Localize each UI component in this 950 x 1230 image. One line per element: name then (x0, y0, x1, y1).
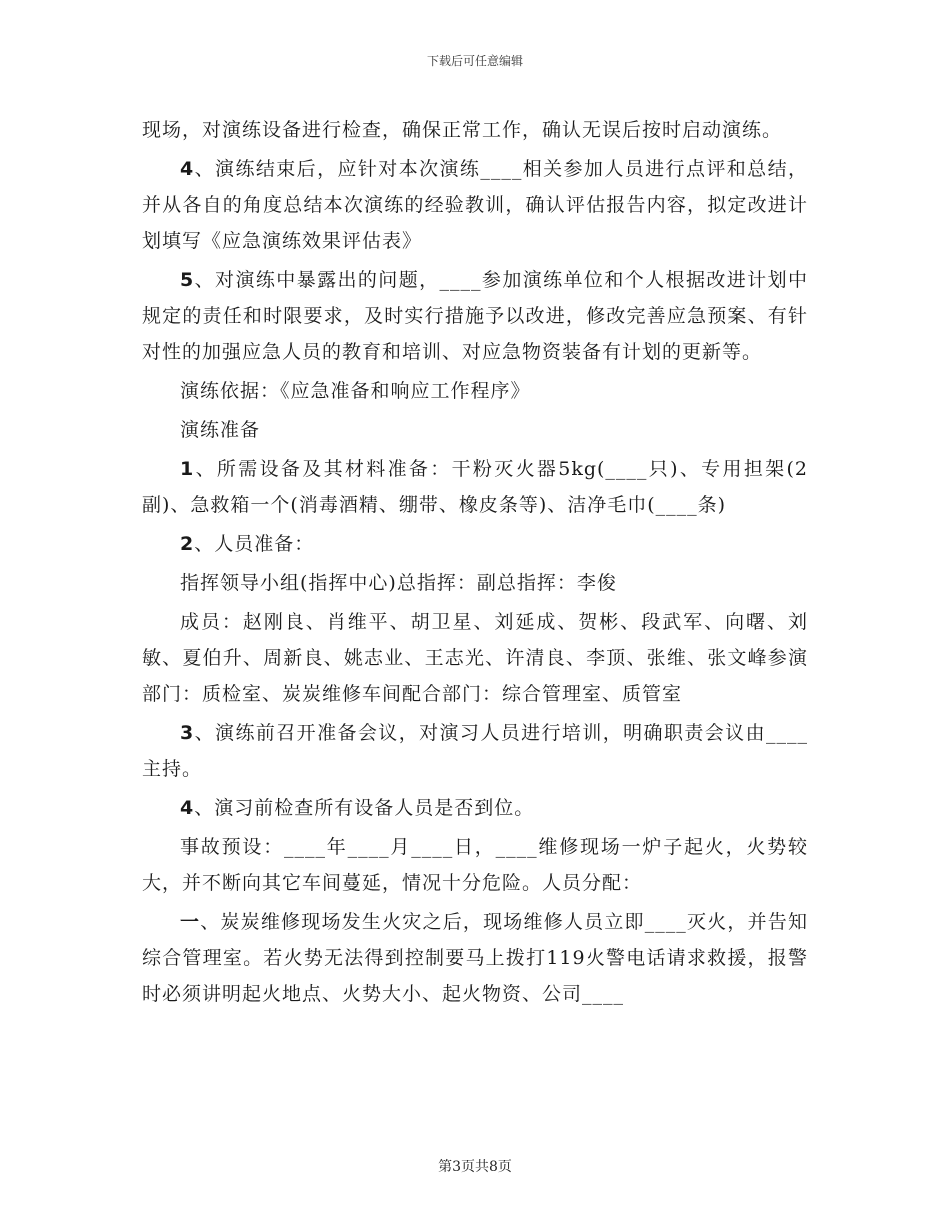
page-footer: 第3页共8页 (438, 1159, 512, 1175)
paragraph-text: 、演练结束后，应针对本次演练____相关参加人员进行点评和总结，并从各自的角度总结本次演练的经验教训，确认评估报告内容，拟定改进计划填写《应急演练效果评估表》 (142, 158, 808, 252)
paragraph (142, 829, 808, 901)
paragraph-number: 3 (180, 722, 195, 744)
paragraph-number: 4 (180, 797, 195, 819)
paragraph-text: 、所需设备及其材料准备：干粉灭火器5kg(____只)、专用担架(2副)、急救箱一个(消毒酒精、绷带、橡皮条等)、洁净毛巾(____条) (142, 458, 808, 516)
paragraph (142, 262, 808, 370)
paragraph (142, 151, 808, 259)
paragraph-text: 指挥领导小组(指挥中心)总指挥：副总指挥：李俊 (180, 572, 617, 594)
paragraph (142, 790, 808, 826)
paragraph-number: 4 (180, 158, 195, 180)
paragraph (142, 715, 808, 787)
paragraph (142, 451, 808, 523)
paragraph-number: 5 (180, 269, 195, 291)
paragraph-text: 现场，对演练设备进行检查，确保正常工作，确认无误后按时启动演练。 (142, 119, 783, 141)
paragraph (142, 604, 808, 712)
paragraph-number: 一 (180, 911, 201, 933)
paragraph-number: 1 (180, 458, 195, 480)
paragraph (142, 112, 808, 148)
page-header: 下载后可任意编辑 (426, 54, 523, 68)
paragraph (142, 373, 808, 409)
paragraph (142, 412, 808, 448)
paragraph-text: 事故预设：____年____月____日，____维修现场一炉子起火，火势较大，并不断向其它车间蔓延，情况十分危险。人员分配： (142, 836, 808, 894)
document-body (142, 112, 808, 1012)
paragraph (142, 565, 808, 601)
paragraph-text: 、人员准备： (194, 533, 315, 555)
paragraph-text: 、对演练中暴露出的问题，____参加演练单位和个人根据改进计划中规定的责任和时限要求，及时实行措施予以改进，修改完善应急预案、有针对性的加强应急人员的教育和培训、对应急物资装备有计划的更新等。 (142, 269, 808, 363)
paragraph-number: 2 (180, 533, 195, 555)
paragraph-text: 演练依据：《应急准备和响应工作程序》 (180, 380, 531, 402)
paragraph (142, 904, 808, 1012)
paragraph-text: 演练准备 (180, 419, 261, 441)
paragraph-text: 、演习前检查所有设备人员是否到位。 (194, 797, 535, 819)
paragraph-text: 成员：赵刚良、肖维平、胡卫星、刘延成、贺彬、段武军、向曙、刘敏、夏伯升、周新良、姚志业、王志光、许清良、李顶、张维、张文峰参演部门：质检室、炭炭维修车间配合部门：综合管理室、质管室 (142, 611, 808, 705)
paragraph-text: 、炭炭维修现场发生火灾之后，现场维修人员立即____灭火，并告知综合管理室。若火势无法得到控制要马上拨打119火警电话请求救援，报警时必须讲明起火地点、火势大小、起火物资、公司____ (142, 911, 808, 1005)
paragraph (142, 526, 808, 562)
paragraph-text: 、演练前召开准备会议，对演习人员进行培训，明确职责会议由____主持。 (142, 722, 808, 780)
